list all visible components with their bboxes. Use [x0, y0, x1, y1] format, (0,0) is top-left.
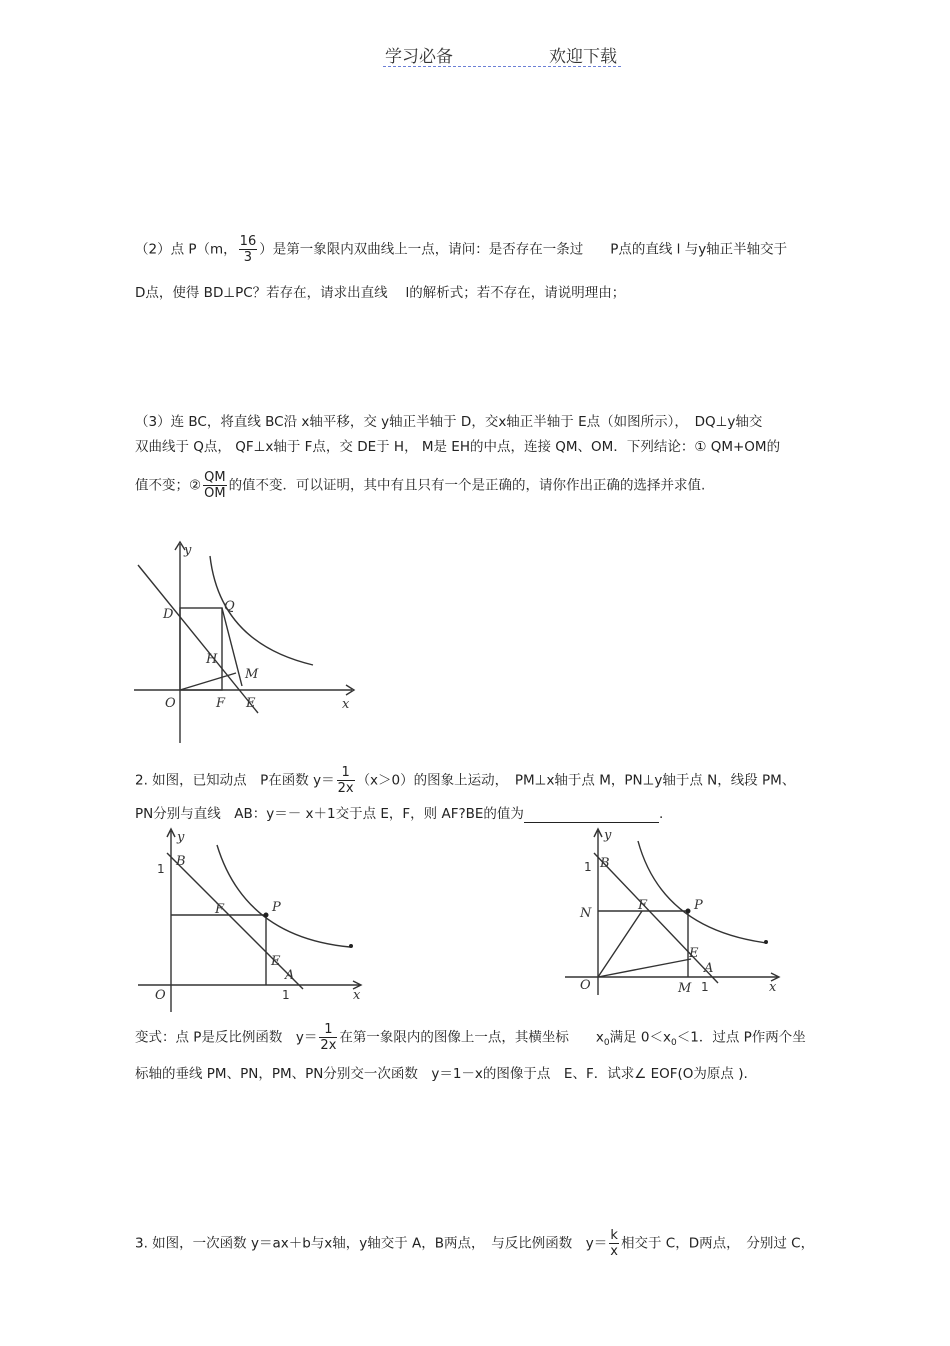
label-y: y — [604, 828, 612, 843]
fraction: $\frac{1}{2x}$ — [320, 1022, 337, 1053]
label-x: x — [342, 697, 350, 712]
line-de — [138, 565, 258, 713]
label-x: x — [353, 988, 361, 1003]
label-y: y — [184, 543, 192, 558]
q3-line1: 3. 如图，一次函数 y＝ax＋b与x轴，y轴交于 A，B两点， 与反比例函数 y＝ $\frac{k}{x}$ 相交于 C，D两点， 分别过 C， — [135, 1228, 815, 1259]
label-N: N — [580, 906, 592, 921]
fraction: $\frac{QM}{OM}$ — [204, 470, 226, 501]
label-y: y — [177, 830, 185, 845]
fraction: $\frac{1}{2x}$ — [337, 765, 354, 796]
part2-line2: D点，使得 BD⊥PC？若存在，请求出直线 l的解析式；若不存在，请说明理由； — [135, 285, 626, 301]
figure-q2-right — [562, 825, 787, 1000]
label-M: M — [678, 981, 692, 996]
label-F: F — [216, 696, 226, 711]
part2-line1: （2）点 P（m， $\frac{16}{3}$ ）是第一象限内双曲线上一点，请问：是否存在一条过 P点的直线 l 与y轴正半轴交于 — [135, 234, 788, 265]
label-Q: Q — [224, 599, 235, 614]
label-H: H — [206, 652, 218, 667]
curve-end — [764, 940, 768, 944]
label-O: O — [580, 978, 591, 993]
label-P: P — [694, 898, 703, 913]
header-left: 学习必备 — [385, 47, 453, 67]
label-x: x — [769, 980, 777, 995]
label-P: P — [272, 900, 281, 915]
point-P — [264, 913, 269, 918]
label-E: E — [689, 946, 699, 961]
label-A: A — [285, 968, 295, 983]
variant-line2: 标轴的垂线 PM、PN，PM、PN分别交一次函数 y＝1－x的图像于点 E、F．试求∠ EOF(O为原点 ). — [135, 1066, 748, 1082]
label-A: A — [704, 961, 714, 976]
label-1-y: 1 — [157, 862, 165, 876]
segment-om — [180, 673, 236, 690]
label-B: B — [176, 854, 186, 869]
label-1-y: 1 — [584, 860, 592, 874]
part3-line1: （3）连 BC，将直线 BC沿 x轴平移，交 y轴正半轴于 D，交x轴正半轴于 E点（如图所示）， DQ⊥y轴交 — [135, 414, 763, 430]
label-F: F — [215, 902, 225, 917]
fraction: $\frac{k}{x}$ — [610, 1228, 618, 1259]
answer-blank — [524, 808, 659, 823]
label-O: O — [155, 988, 166, 1003]
label-E: E — [271, 954, 281, 969]
figure-q2-left — [135, 825, 370, 1015]
point-P — [686, 909, 691, 914]
label-1-x: 1 — [701, 980, 709, 994]
label-1-x: 1 — [282, 988, 290, 1002]
label-O: O — [165, 696, 176, 711]
label-D: D — [163, 607, 174, 622]
label-M: M — [245, 667, 259, 682]
label-E: E — [246, 696, 256, 711]
q2-line2: PN分别与直线 AB：y＝－ x＋1交于点 E，F，则 AF?BE的值为 . — [135, 806, 664, 822]
part3-line3: 值不变；② $\frac{QM}{OM}$ 的值不变．可以证明，其中有且只有一个是正确的，请你作出正确的选择并求值. — [135, 470, 706, 501]
q2-line1: 2. 如图，已知动点 P在函数 y＝ $\frac{1}{2x}$ （x＞0）的图象上运动， PM⊥x轴于点 M，PN⊥y轴于点 N，线段 PM、 — [135, 765, 796, 796]
rectangle-dqfo — [180, 608, 222, 690]
label-F: F — [638, 898, 648, 913]
label-B: B — [600, 856, 610, 871]
part3-line2: 双曲线于 Q点， QF⊥x轴于 F点，交 DE于 H， M是 EH的中点，连接 QM、OM．下列结论：① QM+OM的 — [135, 439, 781, 455]
page-header — [383, 42, 621, 67]
header-right: 欢迎下载 — [549, 47, 617, 67]
curve-end — [349, 944, 353, 948]
fraction: $\frac{16}{3}$ — [239, 234, 257, 265]
variant-line1: 变式：点 P是反比例函数 y＝ $\frac{1}{2x}$ 在第一象限内的图像上一点，其横坐标 $x_0$满足 $0<x_0<1$．过点 P作两个坐 — [135, 1022, 806, 1053]
figure-hyperbola-dq — [130, 538, 365, 748]
